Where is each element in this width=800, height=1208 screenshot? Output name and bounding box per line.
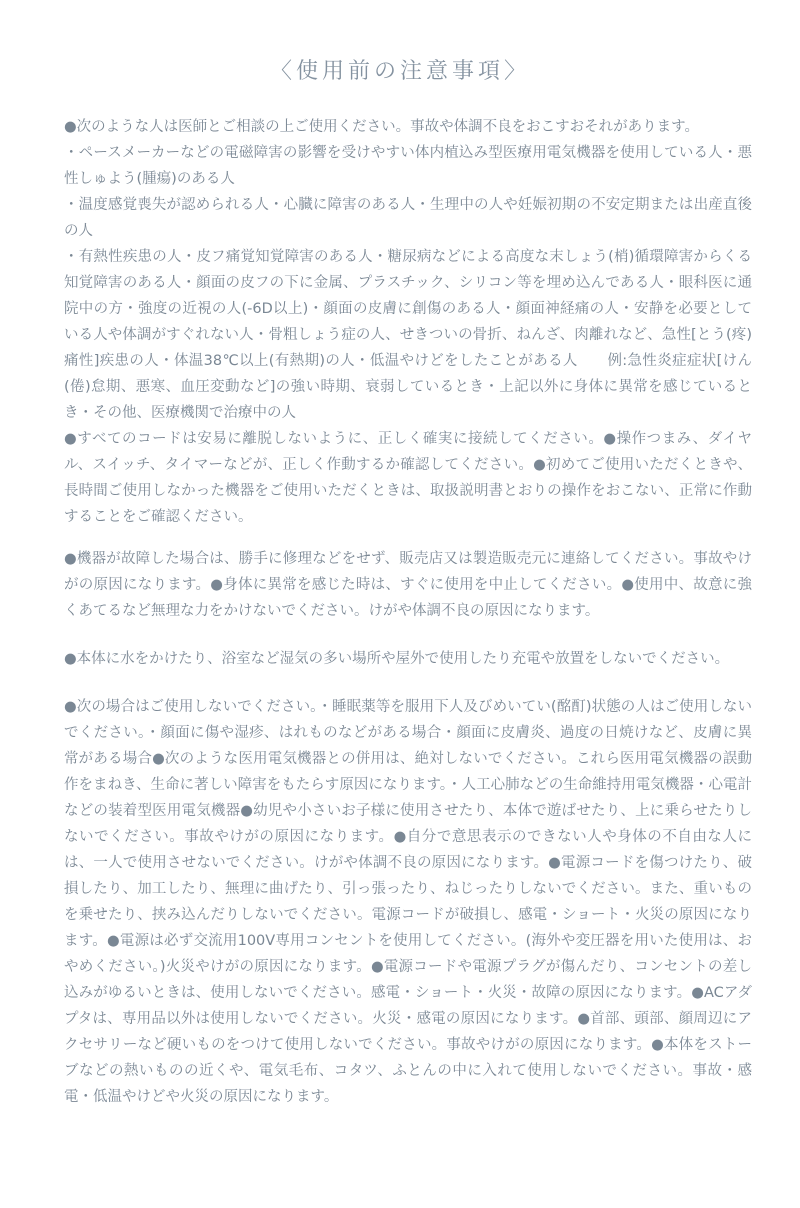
page-title: 〈使用前の注意事項〉 (269, 59, 530, 84)
paragraph-water: ●本体に水をかけたり、浴室など湿気の多い場所や屋外で使用したり充電や放置をしないでください。 (64, 651, 730, 667)
section-gap (64, 530, 752, 546)
paragraph-cords-and-operation: ●すべてのコードは安易に離脱しないように、正しく確実に接続してください。●操作つまみ、ダイヤル、スイッチ、タイマーなどが、正しく作動するか確認してください。●初めてご使用いただくときや、長時間ご使用しなかった機器をご使用いただくときは、取扱説明書とおりの操作をおこない、正常に作動することをご確認ください。 (64, 431, 752, 525)
precautions-content (64, 114, 752, 1110)
paragraph-temperature-sense: ・温度感覚喪失が認められる人・心臓に障害のある人・生理中の人や妊娠初期の不安定期または出産直後の人 (64, 197, 752, 239)
paragraph-consult-doctor: ●次のような人は医師とご相談の上ご使用ください。事故や体調不良をおこすおそれがあります。 (64, 119, 699, 135)
paragraph-malfunction: ●機器が故障した場合は、勝手に修理などをせず、販売店又は製造販売元に連絡してください。事故やけがの原因になります。●身体に異常を感じた時は、すぐに使用を中止してください。●使用中、故意に強くあてるなど無理な力をかけないでください。けがや体調不良の原因になります。 (64, 551, 752, 619)
paragraph-prohibited-use: ●次の場合はご使用しないでください。・睡眠薬等を服用下人及びめいてい(酩酊)状態の人はご使用しないでください。・顔面に傷や湿疹、はれものなどがある場合・顔面に皮膚炎、過度の日焼けなど、皮膚に異常がある場合●次のような医用電気機器との併用は、絶対しないでください。これら医用電気機器の誤動作をまねき、生命に著しい障害をもたらす原因になります。・人工心肺などの生命維持用電気機器・心電計などの装着型医用電気機器●幼児や小さいお子様に使用させたり、本体で遊ばせたり、上に乗らせたりしないでください。事故やけがの原因になります。●自分で意思表示のできない人や身体の不自由な人には、一人で使用させないでください。けがや体調不良の原因になります。●電源コードを傷つけたり、破損したり、加工したり、無理に曲げたり、引っ張ったり、ねじったりしないでください。また、重いものを乗せたり、挟み込んだりしないでください。電源コードが破損し、感電・ショート・火災の原因になります。●電源は必ず交流用100V専用コンセントを使用してください。(海外や変圧器を用いた使用は、おやめください。)火災やけがの原因になります。●電源コードや電源プラグが傷んだり、コンセントの差し込みがゆるいときは、使用しないでください。感電・ショート・火災・故障の原因になります。●ACアダプタは、専用品以外は使用しないでください。火災・感電の原因になります。●首部、頭部、顔周辺にアクセサリーなど硬いものをつけて使用しないでください。事故やけがの原因になります。●本体をストーブなどの熱いものの近くや、電気毛布、コタツ、ふとんの中に入れて使用しないでください。事故・感電・低温やけどや火災の原因になります。 (64, 699, 752, 1105)
section-gap (64, 672, 752, 694)
paragraph-pacemaker: ・ペースメーカーなどの電磁障害の影響を受けやすい体内植込み型医療用電気機器を使用している人・悪性しゅよう(腫瘍)のある人 (64, 145, 752, 187)
paragraph-conditions-list: ・有熱性疾患の人・皮フ痛覚知覚障害のある人・糖尿病などによる高度な末しょう(梢)循環障害からくる知覚障害のある人・顔面の皮フの下に金属、プラスチック、シリコン等を埋め込んである人・眼科医に通院中の方・強度の近視の人(-6D以上)・顔面の皮膚に創傷のある人・顔面神経痛の人・安静を必要としている人や体調がすぐれない人・骨粗しょう症の人、せきついの骨折、ねんざ、肉離れなど、急性[とう(疼)痛性]疾患の人・体温38℃以上(有熱期)の人・低温やけどをしたことがある人 例:急性炎症症状[けん(倦)怠期、悪寒、血圧変動など]の強い時期、衰弱しているとき・上記以外に身体に異常を感じているとき・その他、医療機関で治療中の人 (64, 249, 752, 421)
section-gap (64, 624, 752, 646)
